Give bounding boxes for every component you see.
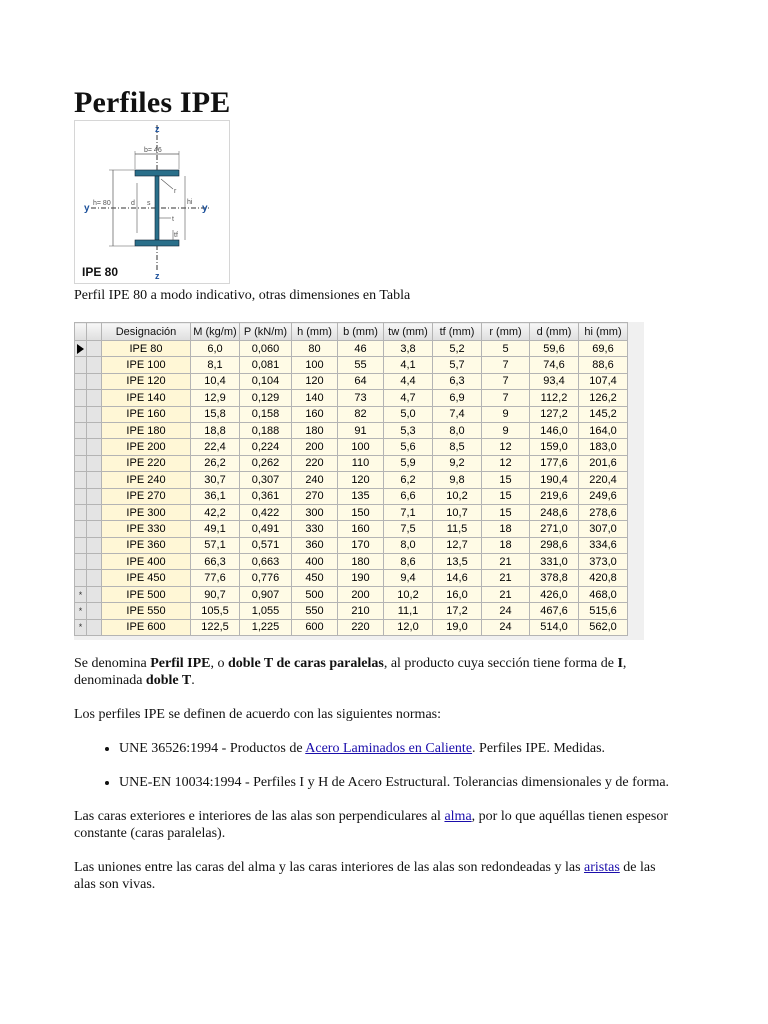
value-cell[interactable]: 5,9	[384, 455, 433, 471]
value-cell[interactable]: 110	[338, 455, 384, 471]
list-item	[119, 774, 674, 791]
value-cell[interactable]: 9	[482, 422, 530, 438]
designation-cell[interactable]: IPE 200	[102, 439, 191, 455]
value-cell[interactable]: 140	[292, 390, 338, 406]
definition-paragraph	[74, 655, 674, 689]
value-cell[interactable]: 13,5	[433, 554, 482, 570]
designation-cell[interactable]: IPE 240	[102, 472, 191, 488]
table-row[interactable]	[75, 554, 628, 570]
dim-hi-label: hi	[187, 199, 193, 206]
column-header[interactable]: hi (mm)	[579, 323, 628, 341]
value-cell[interactable]: 160	[338, 521, 384, 537]
axis-z-top-label: z	[155, 124, 160, 134]
row-indicator-cell[interactable]	[87, 504, 102, 520]
value-cell[interactable]: 4,7	[384, 390, 433, 406]
designation-cell[interactable]: IPE 550	[102, 603, 191, 619]
text-run: UNE 36526:1994 - Productos de	[119, 741, 306, 756]
column-header[interactable]: tw (mm)	[384, 323, 433, 341]
row-indicator-cell[interactable]	[87, 521, 102, 537]
ipe-dimensions-table	[74, 322, 644, 640]
value-cell[interactable]: 88,6	[579, 357, 628, 373]
value-cell[interactable]: 126,2	[579, 390, 628, 406]
text-run: .	[191, 673, 195, 688]
value-cell[interactable]: 331,0	[530, 554, 579, 570]
designation-cell[interactable]: IPE 300	[102, 504, 191, 520]
value-cell[interactable]: 5,3	[384, 422, 433, 438]
dim-tf-label: tf	[174, 232, 178, 239]
row-selector-cell[interactable]: *	[75, 619, 87, 635]
value-cell[interactable]: 14,6	[433, 570, 482, 586]
value-cell[interactable]: 0,361	[240, 488, 292, 504]
value-cell[interactable]: 219,6	[530, 488, 579, 504]
table-row[interactable]	[75, 504, 628, 520]
row-indicator-cell[interactable]	[87, 570, 102, 586]
value-cell[interactable]: 64	[338, 373, 384, 389]
row-selector-cell[interactable]	[75, 488, 87, 504]
value-cell[interactable]: 190,4	[530, 472, 579, 488]
term-perfil-ipe: Perfil IPE	[150, 656, 211, 671]
value-cell[interactable]: 210	[338, 603, 384, 619]
value-cell[interactable]: 467,6	[530, 603, 579, 619]
row-indicator-cell[interactable]	[87, 422, 102, 438]
value-cell[interactable]: 0,104	[240, 373, 292, 389]
axis-y-right-label: y	[202, 203, 208, 214]
value-cell[interactable]: 0,158	[240, 406, 292, 422]
row-selector-cell[interactable]	[75, 357, 87, 373]
value-cell[interactable]: 0,491	[240, 521, 292, 537]
value-cell[interactable]: 170	[338, 537, 384, 553]
dim-r-label: r	[174, 188, 177, 195]
table-row[interactable]	[75, 406, 628, 422]
table-row[interactable]	[75, 472, 628, 488]
caras-paragraph	[74, 808, 674, 842]
value-cell[interactable]: 10,4	[191, 373, 240, 389]
value-cell[interactable]: 46	[338, 341, 384, 357]
value-cell[interactable]: 19,0	[433, 619, 482, 635]
value-cell[interactable]: 600	[292, 619, 338, 635]
value-cell[interactable]: 55	[338, 357, 384, 373]
value-cell[interactable]: 9,4	[384, 570, 433, 586]
value-cell[interactable]: 150	[338, 504, 384, 520]
text-run: Se denomina	[74, 656, 151, 671]
value-cell[interactable]: 468,0	[579, 586, 628, 602]
row-selector-cell[interactable]	[75, 554, 87, 570]
designation-cell[interactable]: IPE 140	[102, 390, 191, 406]
value-cell[interactable]: 6,0	[191, 341, 240, 357]
dim-s-label: s	[147, 200, 151, 207]
table-row[interactable]	[75, 570, 628, 586]
header-indicator-cell	[87, 323, 102, 341]
value-cell[interactable]: 49,1	[191, 521, 240, 537]
row-indicator-cell[interactable]	[87, 603, 102, 619]
row-selector-cell[interactable]	[75, 455, 87, 471]
row-indicator-cell[interactable]	[87, 406, 102, 422]
norms-intro-paragraph: Los perfiles IPE se definen de acuerdo con las siguientes normas:	[74, 707, 442, 722]
value-cell[interactable]: 7,4	[433, 406, 482, 422]
value-cell[interactable]: 249,6	[579, 488, 628, 504]
value-cell[interactable]: 360	[292, 537, 338, 553]
row-indicator-cell[interactable]	[87, 537, 102, 553]
value-cell[interactable]: 9,2	[433, 455, 482, 471]
value-cell[interactable]: 18	[482, 537, 530, 553]
text-run: de las alas son vivas.	[74, 860, 656, 892]
value-cell[interactable]: 3,8	[384, 341, 433, 357]
value-cell[interactable]: 8,0	[384, 537, 433, 553]
table-row[interactable]	[75, 521, 628, 537]
value-cell[interactable]: 15	[482, 504, 530, 520]
text-run: , al producto cuya sección tiene forma de	[383, 656, 618, 671]
dim-h-label: h= 80	[93, 200, 111, 207]
value-cell[interactable]: 16,0	[433, 586, 482, 602]
aristas-link[interactable]: aristas	[584, 860, 620, 875]
value-cell[interactable]: 248,6	[530, 504, 579, 520]
value-cell[interactable]: 7	[482, 373, 530, 389]
value-cell[interactable]: 220	[338, 619, 384, 635]
value-cell[interactable]: 270	[292, 488, 338, 504]
value-cell[interactable]: 10,2	[433, 488, 482, 504]
value-cell[interactable]: 400	[292, 554, 338, 570]
value-cell[interactable]: 10,7	[433, 504, 482, 520]
text-run: , por lo que aquéllas tienen espesor constante (caras paralelas).	[74, 809, 668, 841]
value-cell[interactable]: 12,9	[191, 390, 240, 406]
value-cell[interactable]: 12	[482, 455, 530, 471]
value-cell[interactable]: 21	[482, 586, 530, 602]
value-cell[interactable]: 220,4	[579, 472, 628, 488]
axis-z-bottom-label: z	[155, 271, 160, 281]
value-cell[interactable]: 21	[482, 554, 530, 570]
value-cell[interactable]: 0,776	[240, 570, 292, 586]
dim-d-label: d	[131, 200, 135, 207]
value-cell[interactable]: 1,055	[240, 603, 292, 619]
value-cell[interactable]: 100	[338, 439, 384, 455]
column-header[interactable]: Designación	[102, 323, 191, 341]
table-row[interactable]	[75, 603, 628, 619]
row-indicator-cell[interactable]	[87, 341, 102, 357]
header-indicator-cell	[75, 323, 87, 341]
text-run: . Perfiles IPE. Medidas.	[472, 741, 606, 756]
value-cell[interactable]: 8,5	[433, 439, 482, 455]
row-selector-cell[interactable]	[75, 521, 87, 537]
dim-b-label: b= 46	[144, 147, 162, 154]
value-cell[interactable]: 183,0	[579, 439, 628, 455]
table-row[interactable]	[75, 537, 628, 553]
value-cell[interactable]: 190	[338, 570, 384, 586]
value-cell[interactable]: 90,7	[191, 586, 240, 602]
value-cell[interactable]: 378,8	[530, 570, 579, 586]
value-cell[interactable]: 515,6	[579, 603, 628, 619]
text-run: Las uniones entre las caras del alma y las caras interiores de las alas son redondeadas y las	[74, 860, 585, 875]
designation-cell[interactable]: IPE 600	[102, 619, 191, 635]
dim-t-label: t	[172, 216, 174, 223]
row-indicator-cell[interactable]	[87, 488, 102, 504]
value-cell[interactable]: 11,5	[433, 521, 482, 537]
value-cell[interactable]: 0,129	[240, 390, 292, 406]
row-indicator-cell[interactable]	[87, 455, 102, 471]
value-cell[interactable]: 500	[292, 586, 338, 602]
column-header[interactable]: tf (mm)	[433, 323, 482, 341]
value-cell[interactable]: 9,8	[433, 472, 482, 488]
value-cell[interactable]: 160	[292, 406, 338, 422]
column-header[interactable]: b (mm)	[338, 323, 384, 341]
designation-cell[interactable]: IPE 330	[102, 521, 191, 537]
value-cell[interactable]: 6,2	[384, 472, 433, 488]
value-cell[interactable]: 298,6	[530, 537, 579, 553]
value-cell[interactable]: 514,0	[530, 619, 579, 635]
value-cell[interactable]: 10,2	[384, 586, 433, 602]
table-row[interactable]	[75, 357, 628, 373]
row-indicator-cell[interactable]	[87, 373, 102, 389]
term-i: I	[617, 656, 623, 671]
value-cell[interactable]: 5,2	[433, 341, 482, 357]
data-grid	[74, 322, 628, 636]
value-cell[interactable]: 127,2	[530, 406, 579, 422]
value-cell[interactable]: 271,0	[530, 521, 579, 537]
row-selector-cell[interactable]	[75, 537, 87, 553]
figure-label: IPE 80	[82, 265, 119, 279]
value-cell[interactable]: 24	[482, 603, 530, 619]
value-cell[interactable]: 334,6	[579, 537, 628, 553]
value-cell[interactable]: 145,2	[579, 406, 628, 422]
value-cell[interactable]: 122,5	[191, 619, 240, 635]
text-run: , o	[210, 656, 228, 671]
value-cell[interactable]: 300	[292, 504, 338, 520]
current-row-arrow-icon	[77, 344, 84, 354]
figure-caption: Perfil IPE 80 a modo indicativo, otras dimensiones en Tabla	[74, 288, 411, 303]
value-cell[interactable]: 18,8	[191, 422, 240, 438]
row-selector-cell[interactable]: *	[75, 586, 87, 602]
ipe-section-drawing	[75, 121, 229, 283]
value-cell[interactable]: 21	[482, 570, 530, 586]
value-cell[interactable]: 0,060	[240, 341, 292, 357]
value-cell[interactable]: 6,9	[433, 390, 482, 406]
designation-cell[interactable]: IPE 270	[102, 488, 191, 504]
designation-cell[interactable]: IPE 220	[102, 455, 191, 471]
table-row[interactable]	[75, 586, 628, 602]
value-cell[interactable]: 4,4	[384, 373, 433, 389]
value-cell[interactable]: 77,6	[191, 570, 240, 586]
value-cell[interactable]: 120	[292, 373, 338, 389]
row-selector-cell[interactable]: *	[75, 603, 87, 619]
value-cell[interactable]: 200	[292, 439, 338, 455]
value-cell[interactable]: 5,6	[384, 439, 433, 455]
value-cell[interactable]: 240	[292, 472, 338, 488]
row-indicator-cell[interactable]	[87, 619, 102, 635]
value-cell[interactable]: 69,6	[579, 341, 628, 357]
value-cell[interactable]: 59,6	[530, 341, 579, 357]
value-cell[interactable]: 8,1	[191, 357, 240, 373]
value-cell[interactable]: 0,224	[240, 439, 292, 455]
designation-cell[interactable]: IPE 360	[102, 537, 191, 553]
value-cell[interactable]: 100	[292, 357, 338, 373]
text-run: UNE-EN 10034:1994 - Perfiles I y H de Acero Estructural. Tolerancias dimensionales y de forma.	[119, 775, 670, 790]
value-cell[interactable]: 164,0	[579, 422, 628, 438]
row-indicator-cell[interactable]	[87, 554, 102, 570]
table-header-row	[75, 323, 628, 341]
value-cell[interactable]: 180	[292, 422, 338, 438]
value-cell[interactable]: 15,8	[191, 406, 240, 422]
table-row[interactable]	[75, 439, 628, 455]
value-cell[interactable]: 562,0	[579, 619, 628, 635]
value-cell[interactable]: 112,2	[530, 390, 579, 406]
row-selector-cell[interactable]	[75, 570, 87, 586]
table-row[interactable]	[75, 488, 628, 504]
text-run: , denominada	[74, 656, 627, 688]
value-cell[interactable]: 18	[482, 521, 530, 537]
row-selector-cell[interactable]	[75, 406, 87, 422]
list-item	[119, 740, 674, 757]
row-selector-cell[interactable]	[75, 390, 87, 406]
acero-laminados-link[interactable]: Acero Laminados en Caliente	[305, 741, 473, 756]
value-cell[interactable]: 8,0	[433, 422, 482, 438]
value-cell[interactable]: 15	[482, 488, 530, 504]
value-cell[interactable]: 7,5	[384, 521, 433, 537]
value-cell[interactable]: 12	[482, 439, 530, 455]
alma-link[interactable]: alma	[444, 809, 472, 824]
row-selector-cell[interactable]	[75, 341, 87, 357]
value-cell[interactable]: 5,7	[433, 357, 482, 373]
row-indicator-cell[interactable]	[87, 390, 102, 406]
row-selector-cell[interactable]	[75, 472, 87, 488]
table-row[interactable]	[75, 390, 628, 406]
text-run: Las caras exteriores e interiores de las alas son perpendiculares al	[74, 809, 445, 824]
value-cell[interactable]: 0,262	[240, 455, 292, 471]
column-header[interactable]: P (kN/m)	[240, 323, 292, 341]
value-cell[interactable]: 80	[292, 341, 338, 357]
value-cell[interactable]: 5	[482, 341, 530, 357]
value-cell[interactable]: 146,0	[530, 422, 579, 438]
row-indicator-cell[interactable]	[87, 357, 102, 373]
value-cell[interactable]: 5,0	[384, 406, 433, 422]
value-cell[interactable]: 6,6	[384, 488, 433, 504]
designation-cell[interactable]: IPE 160	[102, 406, 191, 422]
designation-cell[interactable]: IPE 100	[102, 357, 191, 373]
page-title: Perfiles IPE	[74, 86, 231, 119]
value-cell[interactable]: 0,663	[240, 554, 292, 570]
value-cell[interactable]: 30,7	[191, 472, 240, 488]
value-cell[interactable]: 0,081	[240, 357, 292, 373]
ipe-profile-figure	[74, 120, 230, 284]
value-cell[interactable]: 7,1	[384, 504, 433, 520]
value-cell[interactable]: 12,7	[433, 537, 482, 553]
value-cell[interactable]: 550	[292, 603, 338, 619]
value-cell[interactable]: 73	[338, 390, 384, 406]
designation-cell[interactable]: IPE 120	[102, 373, 191, 389]
value-cell[interactable]: 0,307	[240, 472, 292, 488]
row-indicator-cell[interactable]	[87, 586, 102, 602]
value-cell[interactable]: 450	[292, 570, 338, 586]
value-cell[interactable]: 17,2	[433, 603, 482, 619]
uniones-paragraph	[74, 859, 674, 893]
value-cell[interactable]: 330	[292, 521, 338, 537]
term-doble-t-caras: doble T de caras paralelas	[227, 656, 384, 671]
row-selector-cell[interactable]	[75, 439, 87, 455]
value-cell[interactable]: 278,6	[579, 504, 628, 520]
row-selector-cell[interactable]	[75, 504, 87, 520]
value-cell[interactable]: 12,0	[384, 619, 433, 635]
value-cell[interactable]: 91	[338, 422, 384, 438]
column-header[interactable]: h (mm)	[292, 323, 338, 341]
value-cell[interactable]: 0,907	[240, 586, 292, 602]
value-cell[interactable]: 15	[482, 472, 530, 488]
axis-y-left-label: y	[84, 203, 90, 214]
value-cell[interactable]: 105,5	[191, 603, 240, 619]
table-row[interactable]	[75, 373, 628, 389]
value-cell[interactable]: 9	[482, 406, 530, 422]
value-cell[interactable]: 420,8	[579, 570, 628, 586]
value-cell[interactable]: 107,4	[579, 373, 628, 389]
value-cell[interactable]: 4,1	[384, 357, 433, 373]
table-row[interactable]	[75, 422, 628, 438]
row-indicator-cell[interactable]	[87, 472, 102, 488]
value-cell[interactable]: 22,4	[191, 439, 240, 455]
value-cell[interactable]: 1,225	[240, 619, 292, 635]
value-cell[interactable]: 177,6	[530, 455, 579, 471]
value-cell[interactable]: 66,3	[191, 554, 240, 570]
value-cell[interactable]: 24	[482, 619, 530, 635]
value-cell[interactable]: 159,0	[530, 439, 579, 455]
value-cell[interactable]: 7	[482, 390, 530, 406]
value-cell[interactable]: 220	[292, 455, 338, 471]
value-cell[interactable]: 57,1	[191, 537, 240, 553]
value-cell[interactable]: 93,4	[530, 373, 579, 389]
designation-cell[interactable]: IPE 80	[102, 341, 191, 357]
column-header[interactable]: d (mm)	[530, 323, 579, 341]
value-cell[interactable]: 26,2	[191, 455, 240, 471]
designation-cell[interactable]: IPE 450	[102, 570, 191, 586]
designation-cell[interactable]: IPE 500	[102, 586, 191, 602]
value-cell[interactable]: 373,0	[579, 554, 628, 570]
value-cell[interactable]: 7	[482, 357, 530, 373]
value-cell[interactable]: 8,6	[384, 554, 433, 570]
value-cell[interactable]: 180	[338, 554, 384, 570]
value-cell[interactable]: 0,188	[240, 422, 292, 438]
value-cell[interactable]: 82	[338, 406, 384, 422]
term-doble-t: doble T	[145, 673, 192, 688]
row-indicator-cell[interactable]	[87, 439, 102, 455]
value-cell[interactable]: 201,6	[579, 455, 628, 471]
designation-cell[interactable]: IPE 400	[102, 554, 191, 570]
value-cell[interactable]: 200	[338, 586, 384, 602]
article-body	[74, 655, 674, 910]
value-cell[interactable]: 0,422	[240, 504, 292, 520]
column-header[interactable]: M (kg/m)	[191, 323, 240, 341]
value-cell[interactable]: 36,1	[191, 488, 240, 504]
row-selector-cell[interactable]	[75, 373, 87, 389]
column-header[interactable]: r (mm)	[482, 323, 530, 341]
value-cell[interactable]: 11,1	[384, 603, 433, 619]
value-cell[interactable]: 135	[338, 488, 384, 504]
value-cell[interactable]: 426,0	[530, 586, 579, 602]
value-cell[interactable]: 42,2	[191, 504, 240, 520]
value-cell[interactable]: 120	[338, 472, 384, 488]
value-cell[interactable]: 6,3	[433, 373, 482, 389]
value-cell[interactable]: 0,571	[240, 537, 292, 553]
value-cell[interactable]: 74,6	[530, 357, 579, 373]
table-row[interactable]	[75, 455, 628, 471]
table-row[interactable]	[75, 341, 628, 357]
designation-cell[interactable]: IPE 180	[102, 422, 191, 438]
norms-list	[74, 740, 674, 791]
value-cell[interactable]: 307,0	[579, 521, 628, 537]
row-selector-cell[interactable]	[75, 422, 87, 438]
table-row[interactable]	[75, 619, 628, 635]
